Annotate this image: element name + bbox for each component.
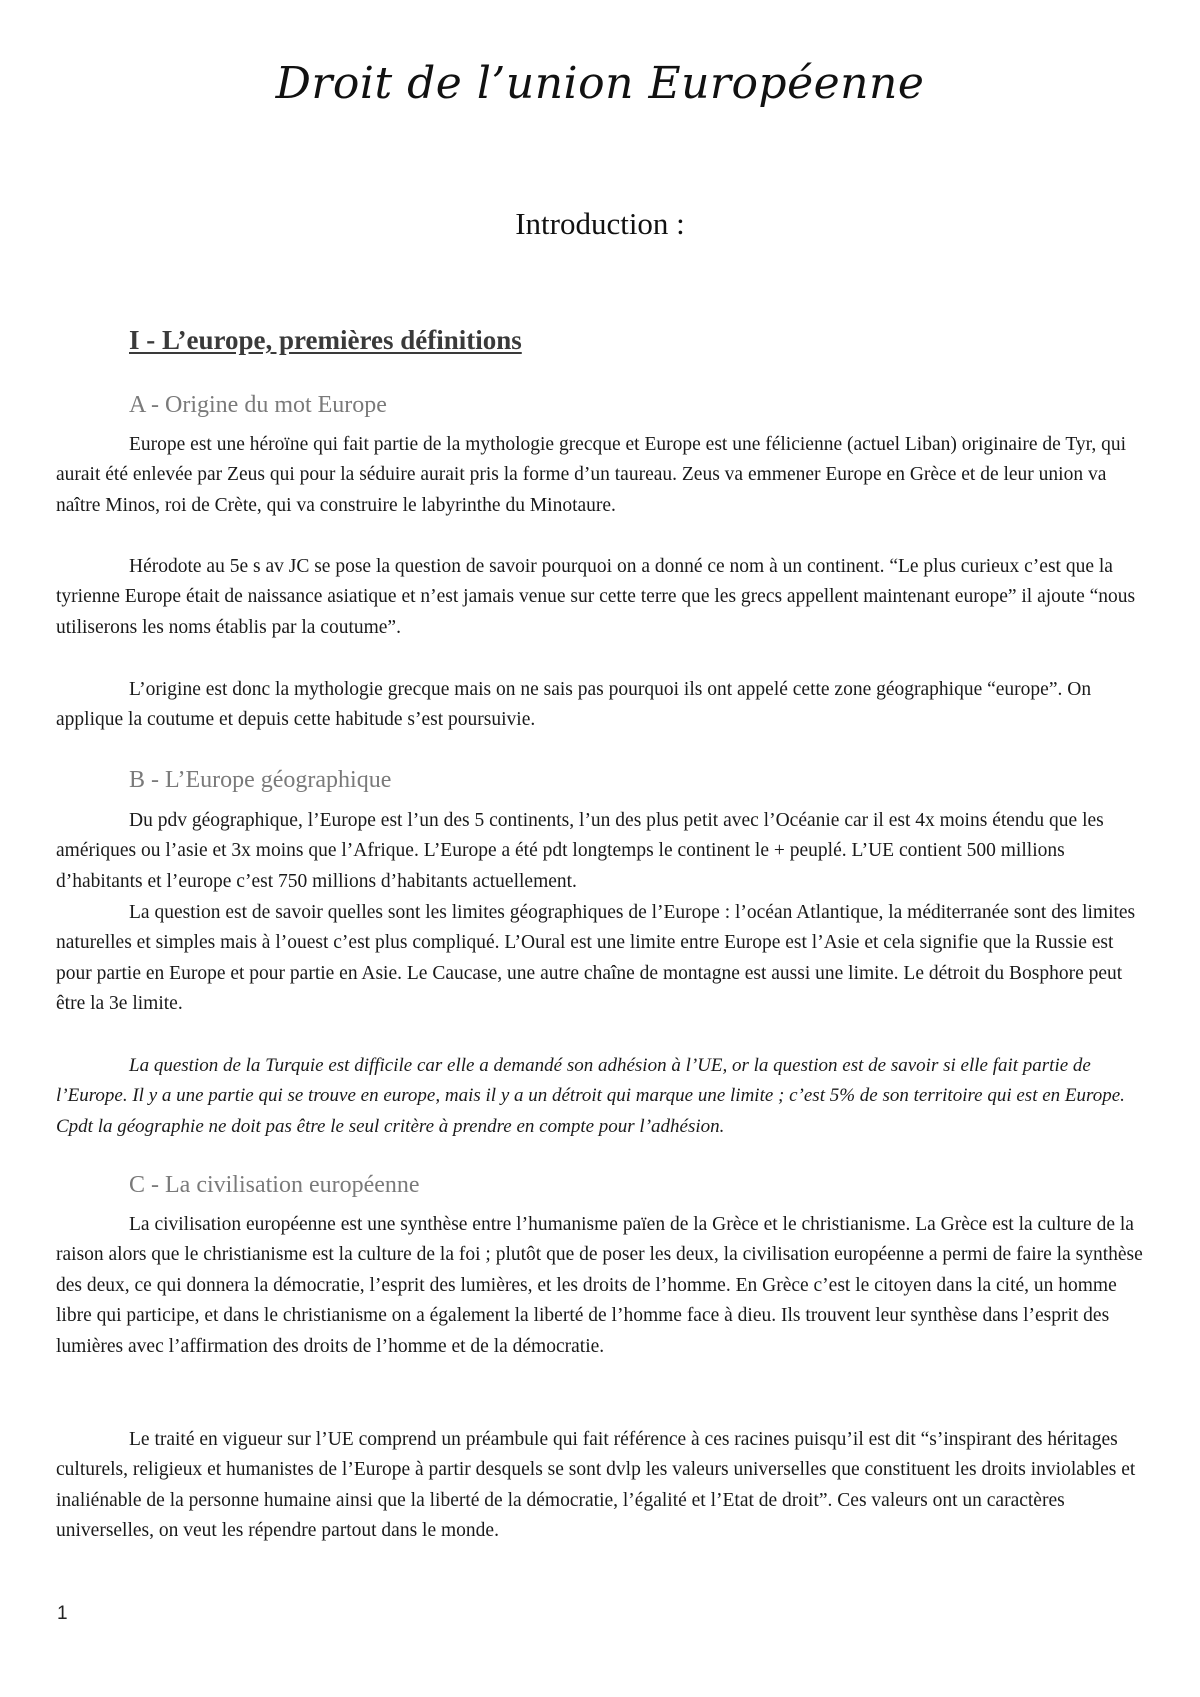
paragraph-a3 <box>56 675 1146 736</box>
page-number: 1 <box>57 1603 68 1624</box>
subsection-heading-c: C - La civilisation européenne <box>129 1172 420 1198</box>
subsection-heading-a: A - Origine du mot Europe <box>129 392 387 418</box>
paragraph-b2-text: La question est de savoir quelles sont les limites géographiques de l’Europe : l’océan Atlantique, la méditerranée sont des limites naturelles et simples mais à l’ouest c’est plus compliqué. L’Oural est une limite entre Europe est l’Asie et cela signifie que la Russie est pour partie en Europe et pour partie en Asie. Le Caucase, une autre chaîne de montagne est aussi une limite. Le détroit du Bosphore peut être la 3e limite. <box>56 902 1136 1015</box>
introduction-heading: Introduction : <box>515 206 685 241</box>
paragraph-c2-text: Le traité en vigueur sur l’UE comprend un préambule qui fait référence à ces racines puisqu’il est dit “s’inspirant des héritages culturels, religieux et humanistes de l’Europe à partir desquels se sont dvlp les valeurs universelles que constituent les droits inviolables et inaliénable de la personne humaine ainsi que la liberté de la démocratie, l’égalité et l’Etat de droit”. Ces valeurs ont un caractères universelles, on veut les répendre partout dans le monde. <box>56 1429 1136 1542</box>
paragraph-b3-text: La question de la Turquie est difficile car elle a demandé son adhésion à l’UE, or la question est de savoir si elle fait partie de l’Europe. Il y a une partie qui se trouve en europe, mais il y a un détroit qui marque une limite ; c’est 5% de son territoire qui est en Europe. Cpdt la géographie ne doit pas être le seul critère à prendre en compte pour l’adhésion. <box>56 1055 1125 1137</box>
paragraph-b1 <box>56 806 1146 897</box>
paragraph-c1 <box>56 1210 1146 1362</box>
paragraph-b1-text: Du pdv géographique, l’Europe est l’un des 5 continents, l’un des plus petit avec l’Océanie car il est 4x moins étendu que les amériques ou l’asie et 3x moins que l’Afrique. L’Europe a été pdt longtemps le continent le + peuplé. L’UE contient 500 millions d’habitants et l’europe c’est 750 millions d’habitants actuellement. <box>56 810 1104 892</box>
paragraph-c1-text: La civilisation européenne est une synthèse entre l’humanisme païen de la Grèce et le christianisme. La Grèce est la culture de la raison alors que le christianisme est la culture de la foi ; plutôt que de poser les deux, la civilisation européenne a permi de faire la synthèse des deux, ce qui donnera la démocratie, l’esprit des lumières, et les droits de l’homme. En Grèce c’est le citoyen dans la cité, un homme libre qui participe, et dans le christianisme on a également la liberté de l’homme face à dieu. Ils trouvent leur synthèse dans l’esprit des lumières avec l’affirmation des droits de l’homme et de la démocratie. <box>56 1214 1143 1357</box>
section-heading-1: I - L’europe, premières définitions <box>129 325 522 355</box>
subsection-heading-b: B - L’Europe géographique <box>129 767 392 793</box>
paragraph-a2 <box>56 552 1146 643</box>
paragraph-c2 <box>56 1425 1146 1547</box>
paragraph-a2-text: Hérodote au 5e s av JC se pose la question de savoir pourquoi on a donné ce nom à un continent. “Le plus curieux c’est que la tyrienne Europe était de naissance asiatique et n’est jamais venue sur cette terre que les grecs appellent maintenant europe” il ajoute “nous utiliserons les noms établis par la coutume”. <box>56 556 1136 638</box>
paragraph-a1-text: Europe est une héroïne qui fait partie de la mythologie grecque et Europe est une félicienne (actuel Liban) originaire de Tyr, qui aurait été enlevée par Zeus qui pour la séduire aurait pris la forme d’un taureau. Zeus va emmener Europe en Grèce et de leur union va naître Minos, roi de Crète, qui va construire le labyrinthe du Minotaure. <box>56 434 1127 516</box>
paragraph-a3-text: L’origine est donc la mythologie grecque mais on ne sais pas pourquoi ils ont appelé cette zone géographique “europe”. On applique la coutume et depuis cette habitude s’est poursuivie. <box>56 679 1092 731</box>
paragraph-b2 <box>56 898 1146 1020</box>
paragraph-a1 <box>56 430 1146 521</box>
paragraph-b3 <box>56 1051 1146 1142</box>
document-title: Droit de l’union Européenne <box>275 58 925 109</box>
